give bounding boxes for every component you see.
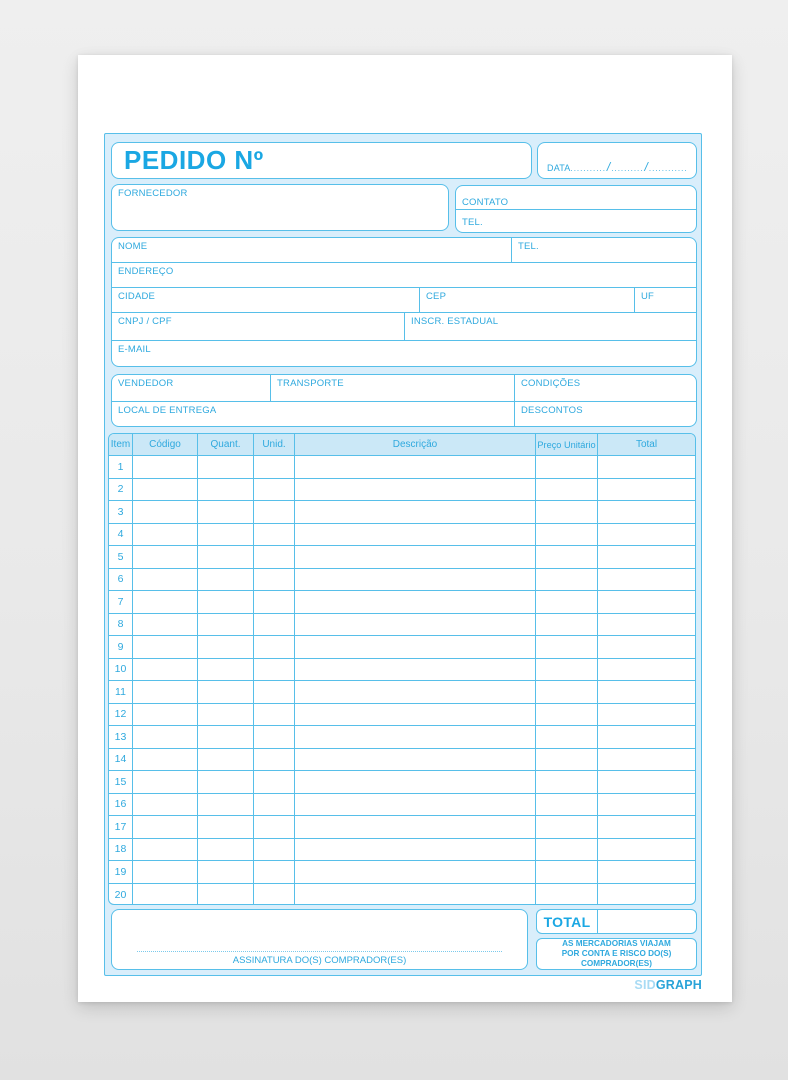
table-row <box>109 659 695 682</box>
item-total-cell <box>598 884 695 906</box>
item-preco-cell <box>536 749 598 771</box>
item-codigo-cell <box>133 659 198 681</box>
item-preco-cell <box>536 501 598 523</box>
item-total-cell <box>598 681 695 703</box>
state-registration-field <box>405 313 696 340</box>
item-number-cell: 3 <box>109 501 133 523</box>
table-row <box>109 681 695 704</box>
item-preco-cell <box>536 456 598 478</box>
item-total-cell <box>598 479 695 501</box>
item-number-cell: 10 <box>109 659 133 681</box>
discounts-field <box>515 402 696 426</box>
conditions-field <box>515 375 696 401</box>
brand-suffix: GRAPH <box>655 978 702 992</box>
table-row <box>109 636 695 659</box>
date-slash: / <box>644 160 648 174</box>
date-label: DATA <box>547 163 571 173</box>
note-line: POR CONTA E RISCO DO(S) <box>561 949 672 959</box>
item-unid-cell <box>254 861 295 883</box>
item-unid-cell <box>254 479 295 501</box>
item-quant-cell <box>198 569 254 591</box>
item-unid-cell <box>254 704 295 726</box>
item-unid-cell <box>254 749 295 771</box>
item-total-cell <box>598 771 695 793</box>
customer-row-cnpj <box>112 313 696 341</box>
item-number-cell: 16 <box>109 794 133 816</box>
item-preco-cell <box>536 614 598 636</box>
address-field <box>112 263 696 287</box>
item-number-cell: 18 <box>109 839 133 861</box>
item-quant-cell <box>198 501 254 523</box>
customer-block <box>111 237 697 367</box>
item-unid-cell <box>254 884 295 906</box>
item-number-cell: 11 <box>109 681 133 703</box>
item-total-cell <box>598 794 695 816</box>
item-number-cell: 12 <box>109 704 133 726</box>
item-total-cell <box>598 569 695 591</box>
item-descricao-cell <box>295 704 536 726</box>
item-preco-cell <box>536 816 598 838</box>
item-descricao-cell <box>295 479 536 501</box>
item-quant-cell <box>198 524 254 546</box>
item-descricao-cell <box>295 569 536 591</box>
note-line: COMPRADOR(ES) <box>581 958 652 968</box>
cep-label: CEP <box>426 291 447 302</box>
item-preco-cell <box>536 524 598 546</box>
item-preco-cell <box>536 681 598 703</box>
table-row <box>109 591 695 614</box>
item-unid-cell <box>254 546 295 568</box>
item-quant-cell <box>198 456 254 478</box>
item-codigo-cell <box>133 524 198 546</box>
item-number-cell: 13 <box>109 726 133 748</box>
items-table-header <box>109 434 695 456</box>
order-info-row-1 <box>112 375 696 402</box>
item-total-cell <box>598 726 695 748</box>
customer-row-email <box>112 341 696 366</box>
email-label: E-MAIL <box>118 344 151 355</box>
name-field <box>112 238 512 262</box>
paper-sheet <box>78 55 732 1002</box>
item-total-cell <box>598 839 695 861</box>
item-quant-cell <box>198 681 254 703</box>
item-number-cell: 8 <box>109 614 133 636</box>
item-descricao-cell <box>295 501 536 523</box>
item-descricao-cell <box>295 884 536 906</box>
tel-label: TEL. <box>518 241 539 252</box>
header-codigo: Código <box>133 434 198 455</box>
item-total-cell <box>598 501 695 523</box>
address-label: ENDEREÇO <box>118 266 174 277</box>
item-descricao-cell <box>295 591 536 613</box>
item-total-cell <box>598 816 695 838</box>
item-total-cell <box>598 524 695 546</box>
item-codigo-cell <box>133 591 198 613</box>
tel-field <box>512 238 696 262</box>
item-preco-cell <box>536 569 598 591</box>
customer-row-address <box>112 263 696 288</box>
item-preco-cell <box>536 861 598 883</box>
item-quant-cell <box>198 614 254 636</box>
contact-row <box>456 186 696 210</box>
supplier-label: FORNECEDOR <box>118 188 188 199</box>
item-quant-cell <box>198 726 254 748</box>
title-box <box>111 142 532 179</box>
header-preco-unitario: Preço Unitário <box>536 434 598 455</box>
item-quant-cell <box>198 884 254 906</box>
item-quant-cell <box>198 794 254 816</box>
table-row <box>109 794 695 817</box>
uf-field <box>635 288 696 312</box>
item-codigo-cell <box>133 704 198 726</box>
item-preco-cell <box>536 794 598 816</box>
item-total-cell <box>598 659 695 681</box>
item-total-cell <box>598 614 695 636</box>
cnpj-field <box>112 313 405 340</box>
item-total-cell <box>598 861 695 883</box>
item-codigo-cell <box>133 816 198 838</box>
total-amount-field <box>598 910 696 933</box>
header-unid: Unid. <box>254 434 295 455</box>
table-row <box>109 704 695 727</box>
table-row <box>109 816 695 839</box>
header-descricao: Descrição <box>295 434 536 455</box>
table-row <box>109 861 695 884</box>
item-codigo-cell <box>133 794 198 816</box>
date-dots: .......... <box>611 164 644 173</box>
order-info-block <box>111 374 697 427</box>
conditions-label: CONDIÇÕES <box>521 378 581 389</box>
item-descricao-cell <box>295 816 536 838</box>
signature-label: ASSINATURA DO(S) COMPRADOR(ES) <box>232 955 407 966</box>
item-total-cell <box>598 704 695 726</box>
order-info-row-2 <box>112 402 696 426</box>
item-codigo-cell <box>133 456 198 478</box>
brand-logo <box>104 978 702 992</box>
item-descricao-cell <box>295 749 536 771</box>
table-row <box>109 569 695 592</box>
date-dots: ........... <box>570 164 606 173</box>
item-preco-cell <box>536 479 598 501</box>
item-codigo-cell <box>133 546 198 568</box>
item-descricao-cell <box>295 614 536 636</box>
table-row <box>109 749 695 772</box>
item-quant-cell <box>198 816 254 838</box>
item-quant-cell <box>198 771 254 793</box>
city-field <box>112 288 420 312</box>
discounts-label: DESCONTOS <box>521 405 583 416</box>
item-preco-cell <box>536 546 598 568</box>
item-number-cell: 2 <box>109 479 133 501</box>
header-item: Item <box>109 434 133 455</box>
item-unid-cell <box>254 524 295 546</box>
item-descricao-cell <box>295 726 536 748</box>
item-number-cell: 17 <box>109 816 133 838</box>
item-number-cell: 20 <box>109 884 133 906</box>
table-row <box>109 479 695 502</box>
order-form <box>104 133 702 976</box>
item-descricao-cell <box>295 524 536 546</box>
item-unid-cell <box>254 614 295 636</box>
item-total-cell <box>598 456 695 478</box>
note-line: AS MERCADORIAS VIAJAM <box>562 939 671 949</box>
item-codigo-cell <box>133 726 198 748</box>
transport-field <box>271 375 515 401</box>
items-table <box>108 433 696 905</box>
item-unid-cell <box>254 681 295 703</box>
item-codigo-cell <box>133 479 198 501</box>
item-quant-cell <box>198 591 254 613</box>
date-box <box>537 142 697 179</box>
item-preco-cell <box>536 659 598 681</box>
brand-prefix: SID <box>634 978 656 992</box>
item-codigo-cell <box>133 614 198 636</box>
item-quant-cell <box>198 479 254 501</box>
item-unid-cell <box>254 636 295 658</box>
item-codigo-cell <box>133 501 198 523</box>
date-slash: / <box>606 160 611 174</box>
item-quant-cell <box>198 749 254 771</box>
item-unid-cell <box>254 456 295 478</box>
items-table-body <box>109 456 695 905</box>
item-codigo-cell <box>133 749 198 771</box>
contact-tel-row <box>456 210 696 232</box>
item-number-cell: 1 <box>109 456 133 478</box>
item-descricao-cell <box>295 659 536 681</box>
item-number-cell: 5 <box>109 546 133 568</box>
item-unid-cell <box>254 816 295 838</box>
item-preco-cell <box>536 839 598 861</box>
item-quant-cell <box>198 861 254 883</box>
table-row <box>109 614 695 637</box>
item-number-cell: 15 <box>109 771 133 793</box>
item-unid-cell <box>254 771 295 793</box>
delivery-place-field <box>112 402 515 426</box>
customer-row-name <box>112 238 696 263</box>
item-unid-cell <box>254 839 295 861</box>
uf-label: UF <box>641 291 655 302</box>
item-preco-cell <box>536 884 598 906</box>
total-box <box>536 909 697 934</box>
item-descricao-cell <box>295 794 536 816</box>
item-descricao-cell <box>295 456 536 478</box>
item-codigo-cell <box>133 569 198 591</box>
contact-label: CONTATO <box>462 197 509 208</box>
item-descricao-cell <box>295 861 536 883</box>
item-preco-cell <box>536 771 598 793</box>
table-row <box>109 456 695 479</box>
shipping-note-box <box>536 938 697 970</box>
transport-label: TRANSPORTE <box>277 378 344 389</box>
item-descricao-cell <box>295 636 536 658</box>
item-unid-cell <box>254 659 295 681</box>
item-quant-cell <box>198 659 254 681</box>
header-quant: Quant. <box>198 434 254 455</box>
table-row <box>109 501 695 524</box>
item-unid-cell <box>254 794 295 816</box>
item-preco-cell <box>536 636 598 658</box>
delivery-place-label: LOCAL DE ENTREGA <box>118 405 217 416</box>
seller-field <box>112 375 271 401</box>
city-label: CIDADE <box>118 291 156 302</box>
item-descricao-cell <box>295 546 536 568</box>
supplier-field <box>111 184 449 231</box>
item-quant-cell <box>198 839 254 861</box>
cep-field <box>420 288 635 312</box>
item-codigo-cell <box>133 636 198 658</box>
item-total-cell <box>598 591 695 613</box>
item-total-cell <box>598 546 695 568</box>
table-row <box>109 546 695 569</box>
item-total-cell <box>598 636 695 658</box>
total-label: TOTAL <box>537 910 598 933</box>
signature-box <box>111 909 528 970</box>
item-unid-cell <box>254 591 295 613</box>
item-unid-cell <box>254 569 295 591</box>
item-number-cell: 14 <box>109 749 133 771</box>
table-row <box>109 771 695 794</box>
item-preco-cell <box>536 704 598 726</box>
item-unid-cell <box>254 726 295 748</box>
table-row <box>109 839 695 862</box>
item-codigo-cell <box>133 861 198 883</box>
item-number-cell: 7 <box>109 591 133 613</box>
item-quant-cell <box>198 704 254 726</box>
item-preco-cell <box>536 591 598 613</box>
item-quant-cell <box>198 636 254 658</box>
customer-row-city <box>112 288 696 313</box>
email-field <box>112 341 696 366</box>
date-dots: ............ <box>648 164 688 173</box>
table-row <box>109 726 695 749</box>
item-unid-cell <box>254 501 295 523</box>
name-label: NOME <box>118 241 148 252</box>
item-number-cell: 6 <box>109 569 133 591</box>
item-quant-cell <box>198 546 254 568</box>
seller-label: VENDEDOR <box>118 378 174 389</box>
item-codigo-cell <box>133 681 198 703</box>
dotted-signature-line <box>137 951 502 952</box>
item-total-cell <box>598 749 695 771</box>
cnpj-label: CNPJ / CPF <box>118 316 172 327</box>
table-row <box>109 524 695 547</box>
item-codigo-cell <box>133 884 198 906</box>
table-row <box>109 884 695 906</box>
item-number-cell: 4 <box>109 524 133 546</box>
item-codigo-cell <box>133 839 198 861</box>
item-preco-cell <box>536 726 598 748</box>
contact-field <box>455 185 697 233</box>
state-registration-label: INSCR. ESTADUAL <box>411 316 499 327</box>
form-title: PEDIDO Nº <box>124 145 264 175</box>
item-descricao-cell <box>295 681 536 703</box>
item-number-cell: 9 <box>109 636 133 658</box>
header-total: Total <box>635 439 658 450</box>
item-codigo-cell <box>133 771 198 793</box>
item-descricao-cell <box>295 771 536 793</box>
item-descricao-cell <box>295 839 536 861</box>
contact-tel-label: TEL. <box>462 217 483 228</box>
item-number-cell: 19 <box>109 861 133 883</box>
